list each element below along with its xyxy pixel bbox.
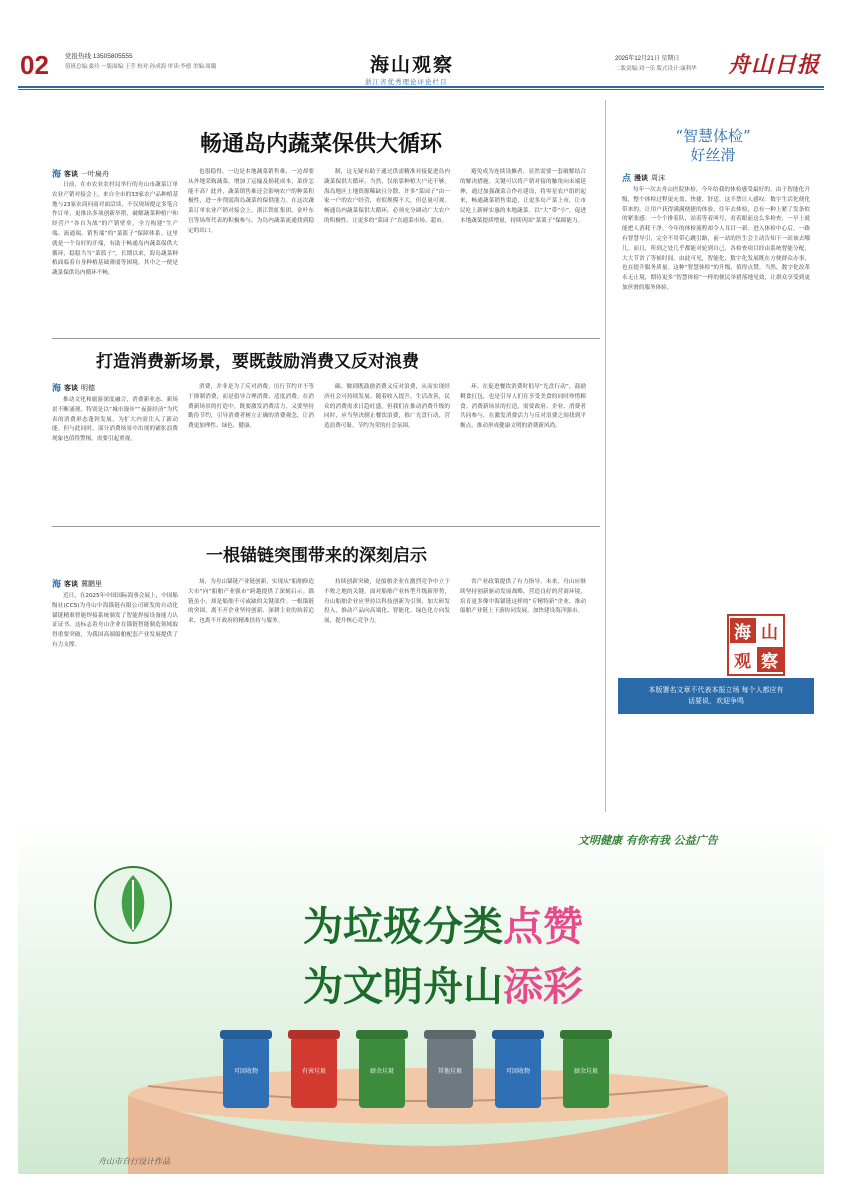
trash-bin-lid xyxy=(288,1030,340,1039)
sidebar-divider xyxy=(605,100,606,812)
sidebar-title-line1: “智慧体检” xyxy=(675,127,751,145)
trash-bin-label: 可回收物 xyxy=(233,1068,258,1075)
trash-bin-lid xyxy=(492,1030,544,1039)
ad-headline-line2 xyxy=(303,955,583,1012)
sidebar-body: 每年一次去舟山医院体检，今年给我的体检感受最好的，由于智能化升级，整个体检过程更充盈、快捷、舒适。这不禁让人感叹：数字生活化便化带来的，让用户获得满满便捷的体验。往年去体检，总有一种上紧了发条似的紧张感：一个个排着队，站着等着叫号，看着眼前这么多检查，一早上就能把人消耗干净。今年的体检流程却令人耳目一新。进入体检中心后，一路有智慧导引，完全不用带心跳引路，前一站的医生会主动告知下一站该去哪儿。而且，所到之处几乎都能对轮到自己，各检查项目经由系统智能分配，大大节省了等候时间。由此可见，智能化、数字化发展既在方便群众办事，也在提升服务质量。这种“智慧体检”的升级，值得点赞。当然，数字化改革永无止境，期待更多“智慧体检”一样的便民举措落地见效，让群众享受到更加丝滑的服务体验。 xyxy=(622,187,810,291)
issue-date: 2025年12月21日 星期日 xyxy=(615,56,680,62)
article1-col4: 避免成为连续设摊者，显然需要一套破解结合的解决措施。关键可以将产销对接的触角向末端延伸，通过加强蔬菜合作社建设，将零星农户组织起来，畅通蔬菜销售渠道，让更多岛产菜上市，让市民吃上新鲜实惠的本地蔬菜。以“大”带“小”，促进本地蔬菜提质增量，持续巩固“菜篮子”保障能力。 xyxy=(460,169,586,224)
article1-byline xyxy=(52,167,109,180)
trash-bins xyxy=(223,1018,643,1108)
article3-col4: 省产业政策提供了有力指导。未来，舟山应继续坚持创新驱动发展战略，营造良好的营商环境，培育更多像中海锚链这样的“专精特新”企业，推动船舶产业链上下游协同发展，加快建设海洋强市。 xyxy=(460,579,586,615)
column-tag: 客谈 xyxy=(64,384,79,392)
column-logo-icon: 海 xyxy=(52,383,62,393)
article3-byline xyxy=(52,577,102,590)
ad-line1-a: 为垃圾分类 xyxy=(303,904,503,950)
trash-bin-lid xyxy=(424,1030,476,1039)
article3-col1: 近日，在2025年中国国际海事会展上，中国船级社(CCS)为舟山中海锚链有限公司研发的自动化锚链精准智能焊接系统颁发了智能焊接设备能力认证证书。这标志着舟山企业在锚链智能制造领域取得重要突破，为我国高端船舶配套产业发展提供了有力支撑。 xyxy=(52,593,178,648)
sidebar-byline xyxy=(622,171,665,184)
staff-credits: 值班总编:桑玲 一版面编:王莹 校对:孙成海 审读:李德 美编:周璐 xyxy=(65,64,217,70)
trash-bin-lid xyxy=(560,1030,612,1039)
stamp-char: 海 xyxy=(730,618,756,643)
ad-line1-b: 点赞 xyxy=(503,904,583,950)
column-tag: 客谈 xyxy=(64,580,79,588)
ad-headline-line1 xyxy=(303,895,583,952)
trash-bin xyxy=(427,1038,473,1108)
article3-col3: 持续创新突破，是船舶企业在激烈竞争中立于不败之地的关键。面对船舶产业转型升级新形势，舟山船舶企业应坚持以科技创新为引领，加大研发投入，推动产品向高端化、智能化、绿色化方向发展，提升核心竞争力。 xyxy=(324,579,450,625)
author: 冀鹏里 xyxy=(81,580,103,588)
column-stamp xyxy=(727,614,785,676)
ad-line2-a: 为文明舟山 xyxy=(303,964,503,1010)
trash-bin-label: 厨余垃圾 xyxy=(369,1068,394,1075)
column-logo-icon: 海 xyxy=(52,579,62,589)
article2-col3: 碳、做到既鼓励消费又反对浪费，从而实现经济社会可持续发展。随着收入提升，生活改善，民众的消费需求日趋旺盛。但我们在推动消费升级的同时，应当坚决制止餐饮浪费，推广光盘行动，营造浪费可耻、节约为荣的社会氛围。 xyxy=(324,384,450,430)
article1-headline: 畅通岛内蔬菜保供大循环 xyxy=(200,131,443,157)
column-tag: 漫谈 xyxy=(634,174,649,182)
trash-bin-label: 有害垃圾 xyxy=(301,1068,326,1075)
article2-col4: 环、在促进餐饮消费时倡导“光盘行动”，鼓励剩食打包，也是引导人们在享受美食的同时珍惜粮食。消费新场景的打造，需要政府、企业、消费者共同参与，在激发消费活力与反对浪费之间找到平衡点，推动形成健康文明的消费新风尚。 xyxy=(460,384,586,430)
trash-bin-lid xyxy=(356,1030,408,1039)
author: 周沫 xyxy=(651,174,666,182)
trash-bin-label: 厨余垃圾 xyxy=(573,1068,598,1075)
column-tag: 客谈 xyxy=(64,170,79,178)
section-subtitle: 浙江省优秀理论评论栏目 xyxy=(365,79,448,86)
trash-bin-label: 其他垃圾 xyxy=(437,1068,462,1075)
header-rule xyxy=(18,86,824,88)
section-title: 海山观察 xyxy=(370,54,455,76)
article2-col1: 推动文化和旅游深度融合，消费新业态、新场景不断涌现，特别是以“城市漫步”“夜游经济”为代表的消费形态蓬勃发展，为扩大内需注入了新动能。但与此同时，部分消费场景中出现的铺张浪费现象也值得警惕，需要引起重视。 xyxy=(52,397,178,443)
trash-bin xyxy=(291,1038,337,1108)
ad-credit: 舟山市自行设计作品 xyxy=(98,1157,170,1166)
hotline: 党报热线 13505805555 xyxy=(65,53,133,60)
sidebar-title-line2: 好丝滑 xyxy=(690,146,736,164)
trash-bin xyxy=(223,1038,269,1108)
article3-headline: 一根锚链突围带来的深刻启示 xyxy=(206,546,427,566)
editor-credits: 二版责编:刘一乐 版式设计:康利华 xyxy=(615,66,697,72)
editorial-note: 本版署名文章不代表本报立场 每个人都应有话要说，欢迎争鸣 xyxy=(648,687,784,705)
stamp-char: 山 xyxy=(761,623,778,643)
ad-slogan-top: 文明健康 有你有我 公益广告 xyxy=(578,834,718,847)
header-rule-thin xyxy=(18,89,824,90)
article3-col2: 场，为舟山锚链产业链创新，实现从“船舶修造大市”向“船舶产业强市”跨越提供了深刻启示。锚链虽小，却是船舶不可或缺的关键部件。一根锚链的突围，离不开企业坚持创新、深耕主业的执着追求，也离不开政府的精准扶持与服务。 xyxy=(188,579,314,625)
article2-col2: 消费，并非是为了反对消费。厉行节约并不等于抑制消费，而是倡导合理消费、适度消费。在消费新场景的打造中，既要激发消费活力，又要坚持勤俭节约，引导消费者树立正确的消费观念，让消费更加理性、绿色、健康。 xyxy=(188,384,314,430)
stamp-char: 观 xyxy=(734,652,751,672)
page-number: 02 xyxy=(20,50,49,80)
trash-bin-label: 可回收物 xyxy=(505,1068,530,1075)
paper-name: 舟山日报 xyxy=(728,52,821,78)
trash-bin xyxy=(563,1038,609,1108)
article1-col2: 也很稳得。一边是本地蔬菜销售难，一边却要从外地采购蔬菜。增加了运输及损耗成本，菜价怎能不高？此外，蔬菜销售难还会影响农户的种菜积极性，进一步削弱海岛蔬菜的保供能力。在这次蔬菜订单农业产销对接会上，浙江铁虹集团、金叶东宫等场所代表的积极参与，为岛内蔬菜流通找到稳定的出口。 xyxy=(188,169,314,234)
stamp-char: 察 xyxy=(757,647,783,672)
article1-col1: 日前，在市农业农村局举行的舟山市蔬菜订单农业产销对接会上，来自全市的33家农户品种植基地与23家农商问商对面洽谈，不仅现场提定多笔合作订单，更推出多项创新举措，破解蔬菜种植户和经营户“各自为战”的产销壁垒，全力构建“生产端、流通端、销售端”的“菜篮子”保障体系。这里就是一个良好的开端，有助于畅通岛内蔬菜保供大循环，稳稳当当“菜篮子”。长期以来，海岛蔬菜种植面临着自身种植基础薄弱等困境，其中之一便是蔬菜保供岛内循环不畅。 xyxy=(52,182,178,277)
divider xyxy=(52,338,600,339)
column-logo-icon: 点 xyxy=(622,173,632,183)
column-logo-icon: 海 xyxy=(52,169,62,179)
recycle-leaf-icon xyxy=(88,860,178,950)
divider xyxy=(52,526,600,527)
sidebar-title xyxy=(614,127,812,165)
trash-bin xyxy=(495,1038,541,1108)
article2-headline: 打造消费新场景，要既鼓励消费又反对浪费 xyxy=(96,352,419,372)
author: 一叶扁舟 xyxy=(81,170,110,178)
public-service-ad xyxy=(18,820,824,1174)
article2-byline xyxy=(52,381,95,394)
editorial-note-box xyxy=(618,678,814,714)
trash-bin-lid xyxy=(220,1030,272,1039)
trash-bin xyxy=(359,1038,405,1108)
author: 明德 xyxy=(81,384,96,392)
article1-col3: 制，这无疑有助于通过供需精准对接促进岛内蔬菜保供大循环。当然，仅依靠种植大户还不够。海岛地区土地资源稀缺且分散，许多“菜园子”由一家一户的农户经营，看似规模不大，但总量可观。畅通岛内蔬菜保供大循环，必须充分调动广大农户的积极性，让更多的“菜园子”直通菜市场、超市。 xyxy=(324,169,450,224)
ad-line2-b: 添彩 xyxy=(503,964,583,1010)
